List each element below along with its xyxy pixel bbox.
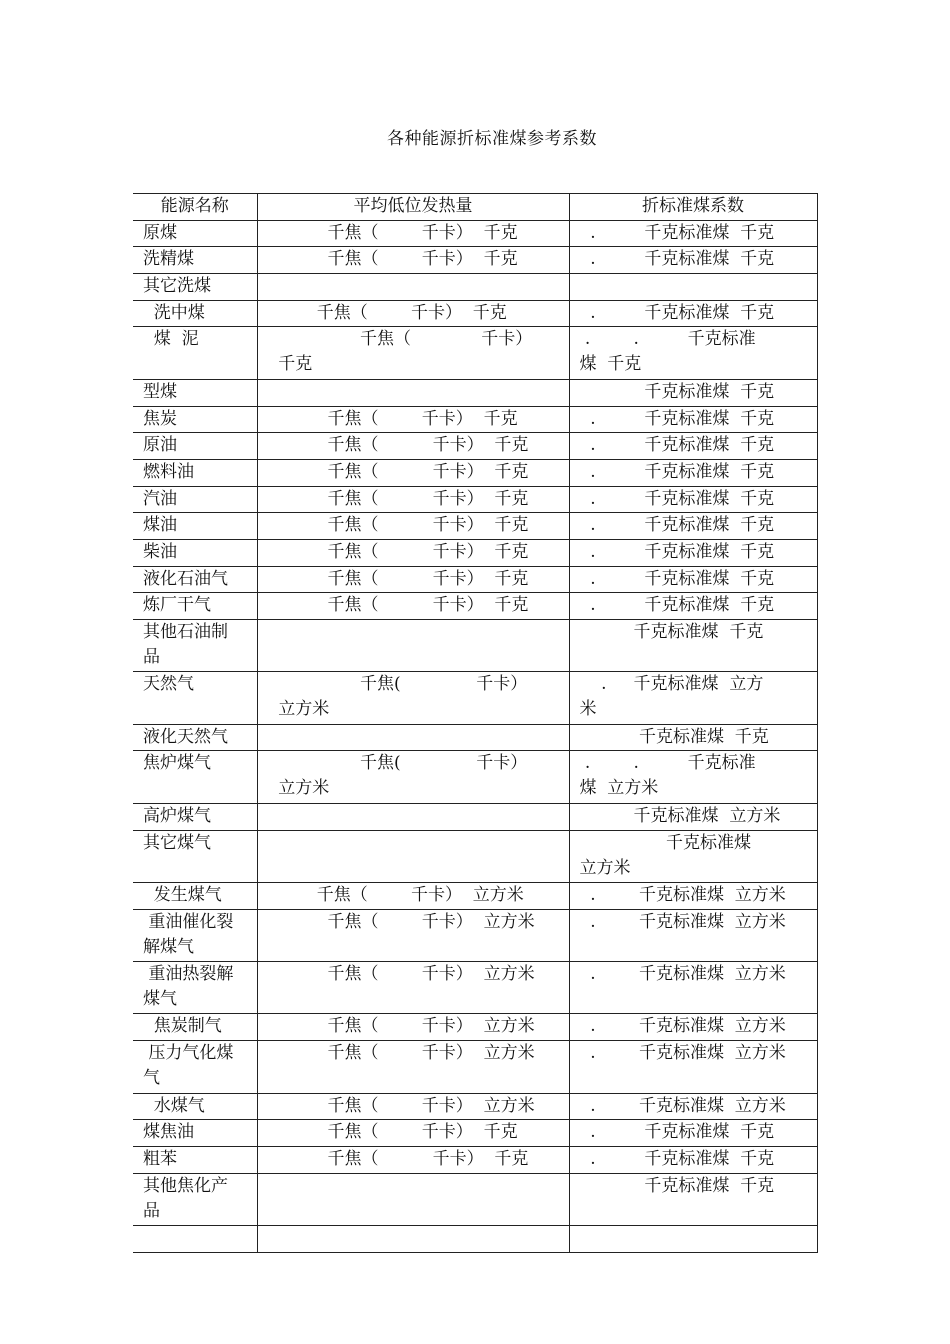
heat-value-cell: 千焦（ 千卡） 千克 xyxy=(257,486,569,513)
coefficient-cell: 千克标准煤 千克 xyxy=(569,1173,817,1225)
energy-name-cell: 重油催化裂 解煤气 xyxy=(133,909,257,961)
table-row xyxy=(133,459,817,486)
heat-value-cell: 千焦（ 千卡） 千克 xyxy=(257,300,569,327)
table-row xyxy=(133,1093,817,1120)
heat-value-cell: 千焦（ 千卡） 千克 xyxy=(257,247,569,274)
table-row xyxy=(133,1014,817,1041)
heat-value-cell: 千焦（ 千卡） 千克 xyxy=(257,459,569,486)
energy-name-cell: 水煤气 xyxy=(133,1093,257,1120)
heat-value-cell: 千焦（ 千卡） 立方米 xyxy=(257,1093,569,1120)
coefficient-cell: . 千克标准煤 立方 米 xyxy=(569,672,817,724)
coefficient-cell: . 千克标准煤 千克 xyxy=(569,1120,817,1147)
table-row xyxy=(133,1120,817,1147)
table-row xyxy=(133,909,817,961)
energy-name-cell: 洗中煤 xyxy=(133,300,257,327)
header-heat-value: 平均低位发热量 xyxy=(257,194,569,221)
table-row xyxy=(133,539,817,566)
table-row xyxy=(133,962,817,1014)
energy-name-cell: 原煤 xyxy=(133,220,257,247)
table-header-row xyxy=(133,194,817,221)
heat-value-cell: 千焦（ 千卡） 千克 xyxy=(257,327,569,379)
coefficient-cell: . 千克标准煤 千克 xyxy=(569,486,817,513)
coefficient-cell: 千克标准煤 千克 xyxy=(569,379,817,406)
heat-value-cell: 千焦（ 千卡） 立方米 xyxy=(257,962,569,1014)
heat-value-cell xyxy=(257,1225,569,1252)
energy-name-cell: 液化石油气 xyxy=(133,566,257,593)
table-row xyxy=(133,247,817,274)
energy-name-cell xyxy=(133,1225,257,1252)
coefficient-cell: . 千克标准煤 立方米 xyxy=(569,909,817,961)
table-row xyxy=(133,433,817,460)
coefficient-cell: . 千克标准煤 立方米 xyxy=(569,1041,817,1093)
coefficient-cell: 千克标准煤 千克 xyxy=(569,620,817,672)
table-row xyxy=(133,1041,817,1093)
energy-name-cell: 型煤 xyxy=(133,379,257,406)
heat-value-cell xyxy=(257,724,569,751)
coefficient-cell: . 千克标准煤 立方米 xyxy=(569,1014,817,1041)
energy-name-cell: 煤 泥 xyxy=(133,327,257,379)
header-energy-name: 能源名称 xyxy=(133,194,257,221)
energy-name-cell: 炼厂干气 xyxy=(133,593,257,620)
coefficient-cell: . 千克标准煤 千克 xyxy=(569,566,817,593)
energy-name-cell: 焦炭制气 xyxy=(133,1014,257,1041)
coefficient-cell xyxy=(569,1225,817,1252)
energy-name-cell: 原油 xyxy=(133,433,257,460)
coefficient-cell: . 千克标准煤 立方米 xyxy=(569,882,817,909)
energy-name-cell: 焦炉煤气 xyxy=(133,751,257,803)
energy-name-cell: 粗苯 xyxy=(133,1146,257,1173)
energy-name-cell: 重油热裂解 煤气 xyxy=(133,962,257,1014)
coefficient-cell: . 千克标准煤 千克 xyxy=(569,593,817,620)
heat-value-cell: 千焦（ 千卡） 千克 xyxy=(257,566,569,593)
coefficient-cell: 千克标准煤 千克 xyxy=(569,724,817,751)
energy-name-cell: 煤油 xyxy=(133,513,257,540)
heat-value-cell: 千焦（ 千卡） 千克 xyxy=(257,406,569,433)
heat-value-cell xyxy=(257,379,569,406)
coefficient-cell: . 千克标准煤 千克 xyxy=(569,433,817,460)
page-title: 各种能源折标准煤参考系数 xyxy=(387,129,597,149)
energy-name-cell: 汽油 xyxy=(133,486,257,513)
table-row xyxy=(133,513,817,540)
heat-value-cell: 千焦（ 千卡） 千克 xyxy=(257,593,569,620)
header-coefficient: 折标准煤系数 xyxy=(569,194,817,221)
table-row xyxy=(133,1173,817,1225)
heat-value-cell: 千焦（ 千卡） 立方米 xyxy=(257,1014,569,1041)
coefficient-cell: 千克标准煤 立方米 xyxy=(569,803,817,830)
heat-value-cell xyxy=(257,1173,569,1225)
table-row xyxy=(133,751,817,803)
energy-name-cell: 其它洗煤 xyxy=(133,274,257,301)
coefficient-cell: . 千克标准煤 千克 xyxy=(569,247,817,274)
energy-name-cell: 压力气化煤 气 xyxy=(133,1041,257,1093)
heat-value-cell: 千焦（ 千卡） 千克 xyxy=(257,513,569,540)
heat-value-cell xyxy=(257,620,569,672)
coefficient-cell: . 千克标准煤 千克 xyxy=(569,539,817,566)
heat-value-cell: 千焦（ 千卡） 千克 xyxy=(257,539,569,566)
coefficient-cell: . 千克标准煤 千克 xyxy=(569,406,817,433)
energy-name-cell: 液化天然气 xyxy=(133,724,257,751)
table-row xyxy=(133,379,817,406)
energy-name-cell: 发生煤气 xyxy=(133,882,257,909)
energy-name-cell: 高炉煤气 xyxy=(133,803,257,830)
energy-name-cell: 燃料油 xyxy=(133,459,257,486)
coefficient-cell: . 千克标准煤 千克 xyxy=(569,220,817,247)
table-row xyxy=(133,620,817,672)
heat-value-cell: 千焦（ 千卡） 千克 xyxy=(257,1146,569,1173)
energy-name-cell: 其它煤气 xyxy=(133,830,257,882)
heat-value-cell xyxy=(257,803,569,830)
coefficient-cell: . . 千克标准 煤 立方米 xyxy=(569,751,817,803)
table-row xyxy=(133,830,817,882)
energy-name-cell: 其他焦化产 品 xyxy=(133,1173,257,1225)
heat-value-cell: 千焦（ 千卡） 立方米 xyxy=(257,882,569,909)
table-row xyxy=(133,672,817,724)
coefficient-cell: . . 千克标准 煤 千克 xyxy=(569,327,817,379)
energy-name-cell: 焦炭 xyxy=(133,406,257,433)
heat-value-cell: 千焦( 千卡） 立方米 xyxy=(257,672,569,724)
table-row xyxy=(133,274,817,301)
heat-value-cell: 千焦( 千卡） 立方米 xyxy=(257,751,569,803)
energy-coefficient-table xyxy=(133,193,818,1253)
energy-name-cell: 柴油 xyxy=(133,539,257,566)
coefficient-cell: . 千克标准煤 千克 xyxy=(569,300,817,327)
table-row xyxy=(133,724,817,751)
coefficient-cell: 千克标准煤 立方米 xyxy=(569,830,817,882)
energy-name-cell: 其他石油制 品 xyxy=(133,620,257,672)
table-row xyxy=(133,300,817,327)
heat-value-cell: 千焦（ 千卡） 立方米 xyxy=(257,909,569,961)
coefficient-cell: . 千克标准煤 立方米 xyxy=(569,1093,817,1120)
coefficient-cell: . 千克标准煤 立方米 xyxy=(569,962,817,1014)
coefficient-cell: . 千克标准煤 千克 xyxy=(569,1146,817,1173)
table-row xyxy=(133,327,817,379)
table-row xyxy=(133,803,817,830)
heat-value-cell xyxy=(257,830,569,882)
table-row xyxy=(133,406,817,433)
energy-name-cell: 天然气 xyxy=(133,672,257,724)
table-row xyxy=(133,566,817,593)
table-row xyxy=(133,593,817,620)
heat-value-cell: 千焦（ 千卡） 千克 xyxy=(257,433,569,460)
heat-value-cell: 千焦（ 千卡） 千克 xyxy=(257,1120,569,1147)
coefficient-cell xyxy=(569,274,817,301)
heat-value-cell xyxy=(257,274,569,301)
energy-name-cell: 煤焦油 xyxy=(133,1120,257,1147)
coefficient-cell: . 千克标准煤 千克 xyxy=(569,513,817,540)
heat-value-cell: 千焦（ 千卡） 千克 xyxy=(257,220,569,247)
table-row xyxy=(133,220,817,247)
table-row xyxy=(133,1146,817,1173)
table-row xyxy=(133,882,817,909)
coefficient-cell: . 千克标准煤 千克 xyxy=(569,459,817,486)
table-row xyxy=(133,486,817,513)
heat-value-cell: 千焦（ 千卡） 立方米 xyxy=(257,1041,569,1093)
energy-name-cell: 洗精煤 xyxy=(133,247,257,274)
table-row xyxy=(133,1225,817,1252)
